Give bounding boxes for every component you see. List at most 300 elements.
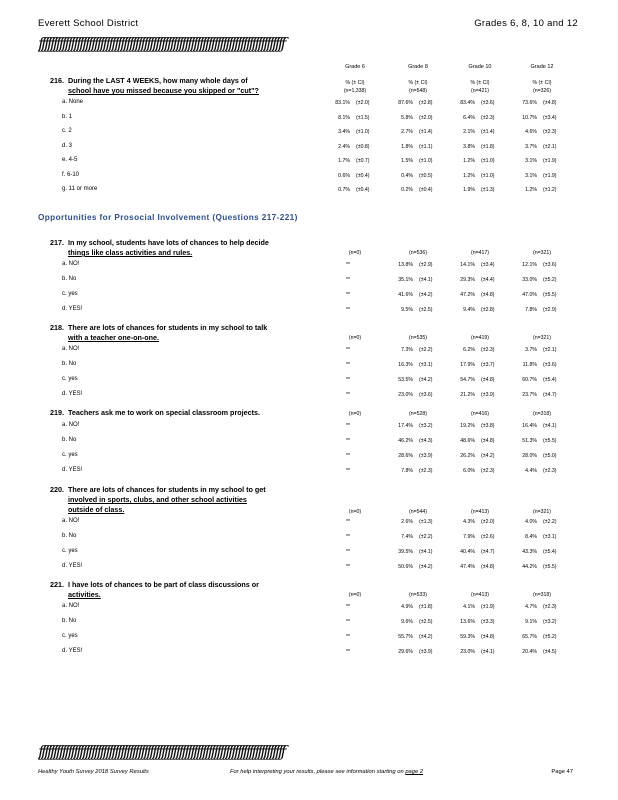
q216-sample-size: (n=548) — [408, 88, 428, 94]
q218-percent: ** — [345, 377, 350, 383]
q218-percent: 3.7% — [525, 347, 537, 353]
q221-confidence: (±2.5) — [419, 619, 433, 625]
q219-confidence: (±4.8) — [481, 438, 495, 444]
q219-percent: 7.8% — [401, 468, 413, 474]
q216-confidence: (±4.8) — [543, 100, 557, 106]
q217-confidence: (±5.2) — [543, 277, 557, 283]
q217-percent: 9.4% — [463, 307, 475, 313]
q216-percent: 0.4% — [401, 172, 413, 179]
q221-confidence: (±3.2) — [543, 619, 557, 625]
q220-confidence: (±3.1) — [543, 534, 557, 540]
q220-line-2-text: involved in sports, clubs, and other school activities — [68, 495, 247, 504]
q217-option-label: a. NO! — [62, 261, 80, 267]
q217-option-label: d. YES! — [62, 306, 83, 312]
q220-percent: 4.3% — [463, 519, 475, 525]
q220-confidence: (±4.8) — [481, 564, 495, 570]
q221-percent: 20.4% — [522, 649, 537, 655]
q219-sample-size: (n=528) — [408, 411, 428, 417]
q221-option-label: c. yes — [62, 633, 78, 639]
q216-confidence: (±1.9) — [543, 158, 557, 164]
q218-percent: 6.2% — [463, 347, 475, 353]
q217-confidence: (±3.4) — [481, 262, 495, 268]
q219-text — [50, 408, 260, 418]
q219-confidence: (±2.3) — [419, 468, 433, 474]
q217-percent: ** — [345, 292, 350, 298]
q220-line-1 — [50, 485, 266, 495]
q220-percent: ** — [345, 549, 350, 555]
q220-option-label: c. yes — [62, 548, 78, 554]
q217-confidence: (±2.9) — [543, 307, 557, 313]
q217-confidence: (±2.8) — [481, 307, 495, 313]
q218-confidence: (±3.6) — [419, 392, 433, 398]
q221-number: 221. — [50, 580, 64, 589]
q216-confidence: (±2.3) — [481, 114, 495, 121]
q221-option-label: b. No — [62, 618, 77, 624]
q216-percent: 6.4% — [463, 114, 475, 121]
q221-confidence: (±3.3) — [481, 619, 495, 625]
q218-sample-size: (n=535) — [408, 335, 428, 341]
q221-confidence: (±4.2) — [419, 634, 433, 640]
q216-line-1 — [50, 76, 259, 86]
q217-confidence: (±3.6) — [543, 262, 557, 268]
q216-confidence: (±2.1) — [543, 143, 557, 150]
q216-option-label: a. None — [62, 99, 84, 105]
q216-confidence: (±2.3) — [543, 129, 557, 135]
q218-number: 218. — [50, 323, 64, 332]
q218-text — [50, 323, 267, 343]
q216-percent: 87.6% — [398, 100, 413, 106]
q220-percent: 2.6% — [401, 519, 413, 525]
q220-confidence: (±2.0) — [481, 519, 495, 525]
q219-confidence: (±5.0) — [543, 453, 557, 459]
q217-sample-size: (n=417) — [470, 250, 490, 256]
q216-option-label: g. 11 or more — [62, 186, 98, 192]
q216-confidence: (±2.0) — [356, 100, 370, 106]
q217-number: 217. — [50, 238, 64, 247]
q219-option-label: d. YES! — [62, 467, 83, 473]
q217-text — [50, 238, 269, 258]
q218-option-label: b. No — [62, 361, 77, 367]
q221-percent: 59.3% — [460, 634, 475, 640]
q216-confidence: (±1.0) — [481, 158, 495, 164]
q219-confidence: (±3.2) — [419, 423, 433, 429]
q217-percent: 7.8% — [525, 307, 537, 313]
q219-percent: ** — [345, 453, 350, 459]
q216-percent: 0.2% — [401, 187, 413, 193]
q220-percent: 40.4% — [460, 549, 475, 555]
q216-percent: 2.4% — [338, 143, 350, 150]
q218-percent: ** — [345, 392, 350, 398]
q219-percent: 48.6% — [460, 438, 475, 444]
q221-option-label: d. YES! — [62, 648, 83, 654]
q220-line-2 — [50, 495, 266, 505]
q216-percent: 0.7% — [338, 187, 350, 193]
q219-percent: ** — [345, 468, 350, 474]
q219-confidence: (±4.3) — [419, 438, 433, 444]
q219-sample-size: (n=318) — [532, 411, 552, 417]
q220-confidence: (±5.5) — [543, 564, 557, 570]
q220-confidence: (±4.7) — [481, 549, 495, 555]
q216-percent: 3.1% — [525, 172, 537, 179]
q218-line-1 — [50, 323, 267, 333]
q220-percent: 4.0% — [525, 519, 537, 525]
q221-percent: ** — [345, 634, 350, 640]
q220-sample-size: (n=413) — [470, 509, 490, 515]
q218-percent: 7.3% — [401, 347, 413, 353]
q216-percent: 4.6% — [525, 129, 537, 135]
q216-percent: 3.4% — [338, 129, 350, 135]
footer-help-text — [230, 769, 423, 775]
q221-percent: 9.1% — [525, 619, 537, 625]
q216-option-label: c. 2 — [62, 128, 72, 134]
q218-sample-size: (n=321) — [532, 335, 552, 341]
q220-line-1-text: There are lots of chances for students in my school to get — [68, 485, 266, 494]
q217-option-label: c. yes — [62, 291, 78, 297]
q216-confidence: (±1.0) — [356, 129, 370, 135]
q216-ci-header: % (± CI) — [345, 80, 365, 86]
q218-confidence: (±4.8) — [481, 377, 495, 383]
q216-percent: 2.1% — [463, 129, 475, 135]
q220-option-label: b. No — [62, 533, 77, 539]
q219-percent: 19.2% — [460, 423, 475, 429]
q221-percent: 9.6% — [401, 619, 413, 625]
footer-help-label: For help interpreting your results, please see information starting on — [230, 769, 404, 775]
q217-confidence: (±2.5) — [419, 307, 433, 313]
q216-confidence: (±1.5) — [356, 114, 370, 121]
q217-confidence: (±5.5) — [543, 292, 557, 298]
q221-confidence: (±4.8) — [481, 634, 495, 640]
q221-confidence: (±3.9) — [419, 649, 433, 655]
q217-line-2-text: things like class activities and rules. — [68, 248, 193, 257]
q220-line-3 — [50, 505, 266, 515]
q220-percent: 8.4% — [525, 534, 537, 540]
top-divider: ƒƒƒƒƒƒƒƒƒƒƒƒƒƒƒƒƒƒƒƒƒƒƒƒƒƒƒƒƒƒƒƒƒƒƒƒƒƒƒƒƒƒƒƒƒƒƒƒƒƒƒƒƒƒƒƒƒƒƒƒƒƒƒƒƒƒƒƒƒƒƒƒƒƒƒƒƒƒƒƒƒƒƒƒ — [38, 36, 284, 52]
q218-percent: 54.7% — [460, 377, 475, 383]
q219-sample-size: (n=0) — [348, 411, 362, 417]
col-grade-6: Grade 6 — [345, 64, 365, 70]
q216-confidence: (±1.8) — [481, 143, 495, 150]
q219-percent: 16.4% — [522, 423, 537, 429]
q218-confidence: (±4.2) — [419, 377, 433, 383]
q220-percent: 7.9% — [463, 534, 475, 540]
q220-text — [50, 485, 266, 515]
q221-option-label: a. NO! — [62, 603, 80, 609]
q219-option-label: a. NO! — [62, 422, 80, 428]
q218-percent: 17.9% — [460, 362, 475, 368]
q216-percent: 3.1% — [525, 158, 537, 164]
q217-percent: 14.1% — [460, 262, 475, 268]
q216-percent: 1.7% — [338, 158, 350, 164]
q216-line-2 — [50, 86, 259, 96]
q218-percent: 53.5% — [398, 377, 413, 383]
q216-confidence: (±0.4) — [356, 172, 370, 179]
q219-percent: ** — [345, 423, 350, 429]
q219-confidence: (±2.3) — [481, 468, 495, 474]
q219-percent: 6.0% — [463, 468, 475, 474]
grades-label: Grades 6, 8, 10 and 12 — [474, 18, 578, 29]
q219-percent: 4.4% — [525, 468, 537, 474]
q216-confidence: (±2.0) — [419, 114, 433, 121]
q216-percent: 8.1% — [338, 114, 350, 121]
q217-sample-size: (n=0) — [348, 250, 362, 256]
q220-confidence: (±5.4) — [543, 549, 557, 555]
q216-confidence: (±3.6) — [481, 100, 495, 106]
q219-percent: 28.6% — [398, 453, 413, 459]
q218-line-2-text: with a teacher one-on-one. — [68, 333, 160, 342]
col-grade-10: Grade 10 — [468, 64, 492, 70]
q218-option-label: d. YES! — [62, 391, 83, 397]
q221-percent: ** — [345, 604, 350, 610]
q221-line-1 — [50, 580, 259, 590]
q216-confidence: (±0.4) — [419, 187, 433, 193]
q220-number: 220. — [50, 485, 64, 494]
q221-confidence: (±1.8) — [419, 604, 433, 610]
q221-sample-size: (n=318) — [532, 592, 552, 598]
q220-percent: ** — [345, 564, 350, 570]
q218-sample-size: (n=0) — [348, 335, 362, 341]
q217-percent: 41.6% — [398, 292, 413, 298]
q219-percent: 26.2% — [460, 453, 475, 459]
district-name: Everett School District — [38, 18, 139, 29]
q221-percent: ** — [345, 649, 350, 655]
q216-line-1-text: During the LAST 4 WEEKS, how many whole days of — [68, 76, 248, 85]
q217-percent: 12.1% — [522, 262, 537, 268]
section-title: Opportunities for Prosocial Involvement (Questions 217-221) — [38, 213, 298, 222]
q218-percent: 21.2% — [460, 392, 475, 398]
q219-confidence: (±5.5) — [543, 438, 557, 444]
q221-line-2-text: activities. — [68, 590, 101, 599]
q216-percent: 83.1% — [335, 100, 350, 106]
q216-confidence: (±1.3) — [481, 187, 495, 193]
q216-number: 216. — [50, 76, 64, 85]
q221-percent: 55.7% — [398, 634, 413, 640]
q220-percent: 44.2% — [522, 564, 537, 570]
q218-percent: ** — [345, 347, 350, 353]
q218-line-1-text: There are lots of chances for students in my school to talk — [68, 323, 268, 332]
q216-sample-size: (n=1,338) — [343, 88, 367, 94]
q218-confidence: (±2.2) — [419, 347, 433, 353]
q217-confidence: (±4.4) — [481, 277, 495, 283]
q217-percent: 13.8% — [398, 262, 413, 268]
q220-percent: 50.6% — [398, 564, 413, 570]
q220-sample-size: (n=321) — [532, 509, 552, 515]
q220-sample-size: (n=0) — [348, 509, 362, 515]
q217-confidence: (±4.2) — [419, 292, 433, 298]
q220-sample-size: (n=544) — [408, 509, 428, 515]
q216-ci-header: % (± CI) — [408, 80, 428, 86]
q216-percent: 1.2% — [525, 187, 537, 193]
q217-percent: 47.0% — [522, 292, 537, 298]
q221-sample-size: (n=413) — [470, 592, 490, 598]
q217-percent: 47.2% — [460, 292, 475, 298]
q217-confidence: (±2.9) — [419, 262, 433, 268]
q218-option-label: c. yes — [62, 376, 78, 382]
q221-line-1-text: I have lots of chances to be part of class discussions or — [68, 580, 259, 589]
q218-line-2 — [50, 333, 267, 343]
q221-confidence: (±2.3) — [543, 604, 557, 610]
q216-option-label: f. 6-10 — [62, 171, 80, 178]
q220-confidence: (±2.6) — [481, 534, 495, 540]
q216-confidence: (±1.4) — [419, 129, 433, 135]
q216-confidence: (±0.4) — [356, 187, 370, 193]
q220-confidence: (±4.1) — [419, 549, 433, 555]
q219-confidence: (±2.3) — [543, 468, 557, 474]
q217-line-1 — [50, 238, 269, 248]
q221-confidence: (±4.1) — [481, 649, 495, 655]
q217-percent: ** — [345, 307, 350, 313]
q221-sample-size: (n=0) — [348, 592, 362, 598]
q217-percent: ** — [345, 262, 350, 268]
q216-percent: 2.7% — [401, 129, 413, 135]
q221-confidence: (±1.9) — [481, 604, 495, 610]
footer-survey-title: Healthy Youth Survey 2018 Survey Results — [38, 769, 149, 775]
q216-percent: 3.7% — [525, 143, 537, 150]
q220-line-3-text: outside of class. — [68, 505, 125, 514]
q219-percent: ** — [345, 438, 350, 444]
q216-confidence: (±1.0) — [419, 158, 433, 164]
q218-confidence: (±3.1) — [419, 362, 433, 368]
q220-confidence: (±1.3) — [419, 519, 433, 525]
q217-percent: 9.5% — [401, 307, 413, 313]
q217-sample-size: (n=321) — [532, 250, 552, 256]
q219-percent: 46.2% — [398, 438, 413, 444]
q216-confidence: (±1.4) — [481, 129, 495, 135]
q221-percent: 13.6% — [460, 619, 475, 625]
q216-percent: 83.4% — [460, 100, 475, 106]
q219-percent: 17.4% — [398, 423, 413, 429]
q216-confidence: (±1.2) — [543, 187, 557, 193]
q221-percent: 23.0% — [460, 649, 475, 655]
q216-ci-header: % (± CI) — [470, 80, 490, 86]
q217-percent: 29.3% — [460, 277, 475, 283]
q218-confidence: (±4.7) — [543, 392, 557, 398]
q220-confidence: (±2.2) — [543, 519, 557, 525]
q217-percent: 35.1% — [398, 277, 413, 283]
q218-percent: 23.0% — [398, 392, 413, 398]
q216-confidence: (±0.7) — [356, 158, 370, 164]
q220-percent: 43.3% — [522, 549, 537, 555]
q219-percent: 28.0% — [522, 453, 537, 459]
q216-confidence: (±1.1) — [419, 143, 433, 150]
q216-percent: 1.8% — [401, 143, 413, 150]
q216-text — [50, 76, 259, 96]
q216-percent: 5.8% — [401, 114, 413, 121]
q216-percent: 10.7% — [522, 114, 537, 121]
q216-option-label: e. 4-5 — [62, 157, 78, 163]
q219-confidence: (±3.9) — [419, 453, 433, 459]
q218-percent: 60.7% — [522, 377, 537, 383]
q221-percent: ** — [345, 619, 350, 625]
q217-sample-size: (n=536) — [408, 250, 428, 256]
q219-option-label: b. No — [62, 437, 77, 443]
q216-confidence: (±0.8) — [356, 143, 370, 150]
q216-sample-size: (n=421) — [470, 88, 490, 94]
q219-line-1 — [50, 408, 260, 418]
q216-percent: 1.9% — [463, 187, 475, 193]
q216-sample-size: (n=326) — [532, 88, 552, 94]
q220-option-label: a. NO! — [62, 518, 80, 524]
q216-confidence: (±1.9) — [543, 172, 557, 179]
bottom-divider: ƒƒƒƒƒƒƒƒƒƒƒƒƒƒƒƒƒƒƒƒƒƒƒƒƒƒƒƒƒƒƒƒƒƒƒƒƒƒƒƒƒƒƒƒƒƒƒƒƒƒƒƒƒƒƒƒƒƒƒƒƒƒƒƒƒƒƒƒƒƒƒƒƒƒƒƒƒƒƒƒƒƒƒƒ — [38, 744, 284, 760]
q219-number: 219. — [50, 408, 64, 417]
q218-confidence: (±3.6) — [543, 362, 557, 368]
q216-ci-header: % (± CI) — [532, 80, 552, 86]
q219-confidence: (±3.8) — [481, 423, 495, 429]
q216-option-label: d. 3 — [62, 142, 73, 149]
q217-option-label: b. No — [62, 276, 77, 282]
q220-percent: 39.5% — [398, 549, 413, 555]
q221-percent: 4.7% — [525, 604, 537, 610]
q218-option-label: a. NO! — [62, 346, 80, 352]
q216-line-2-text: school have you missed because you skipped or "cut"? — [68, 86, 259, 95]
q219-confidence: (±4.2) — [481, 453, 495, 459]
q216-percent: 1.2% — [463, 172, 475, 179]
q217-line-1-text: In my school, students have lots of chances to help decide — [68, 238, 269, 247]
q216-confidence: (±0.5) — [419, 172, 433, 179]
q217-line-2 — [50, 248, 269, 258]
page-number: Page 47 — [551, 769, 573, 775]
q218-confidence: (±3.7) — [481, 362, 495, 368]
q220-percent: 47.4% — [460, 564, 475, 570]
footer-page-link[interactable]: page 2 — [405, 769, 424, 775]
q216-option-label: b. 1 — [62, 113, 73, 120]
q216-percent: 1.5% — [401, 158, 413, 164]
q216-confidence: (±2.8) — [419, 100, 433, 106]
q218-percent: 11.8% — [522, 362, 537, 368]
q221-percent: 65.7% — [522, 634, 537, 640]
q221-sample-size: (n=533) — [408, 592, 428, 598]
q218-percent: ** — [345, 362, 350, 368]
q216-percent: 1.2% — [463, 158, 475, 164]
q221-confidence: (±4.5) — [543, 649, 557, 655]
q219-percent: 51.3% — [522, 438, 537, 444]
q218-percent: 23.7% — [522, 392, 537, 398]
q220-percent: ** — [345, 534, 350, 540]
q221-percent: 29.6% — [398, 649, 413, 655]
q216-confidence: (±3.4) — [543, 114, 557, 121]
q218-confidence: (±2.1) — [543, 347, 557, 353]
q221-percent: 4.9% — [401, 604, 413, 610]
q218-sample-size: (n=419) — [470, 335, 490, 341]
q218-percent: 16.3% — [398, 362, 413, 368]
q218-confidence: (±3.9) — [481, 392, 495, 398]
q221-text — [50, 580, 259, 600]
q218-confidence: (±5.4) — [543, 377, 557, 383]
q219-sample-size: (n=416) — [470, 411, 490, 417]
q218-confidence: (±2.3) — [481, 347, 495, 353]
q216-percent: 73.6% — [522, 100, 537, 106]
col-grade-12: Grade 12 — [530, 64, 554, 70]
q220-option-label: d. YES! — [62, 563, 83, 569]
col-grade-8: Grade 8 — [408, 64, 428, 70]
q217-confidence: (±4.8) — [481, 292, 495, 298]
q220-percent: ** — [345, 519, 350, 525]
q220-confidence: (±4.2) — [419, 564, 433, 570]
q216-percent: 3.8% — [463, 143, 475, 150]
q221-percent: 4.1% — [463, 604, 475, 610]
q216-confidence: (±1.0) — [481, 172, 495, 179]
q216-percent: 0.6% — [338, 172, 350, 179]
q219-confidence: (±4.1) — [543, 423, 557, 429]
q217-confidence: (±4.1) — [419, 277, 433, 283]
q219-option-label: c. yes — [62, 452, 78, 458]
q221-line-2 — [50, 590, 259, 600]
q220-confidence: (±2.2) — [419, 534, 433, 540]
q219-line-1-text: Teachers ask me to work on special classroom projects. — [68, 408, 261, 417]
q220-percent: 7.4% — [401, 534, 413, 540]
q221-confidence: (±5.2) — [543, 634, 557, 640]
q217-percent: 33.0% — [522, 277, 537, 283]
